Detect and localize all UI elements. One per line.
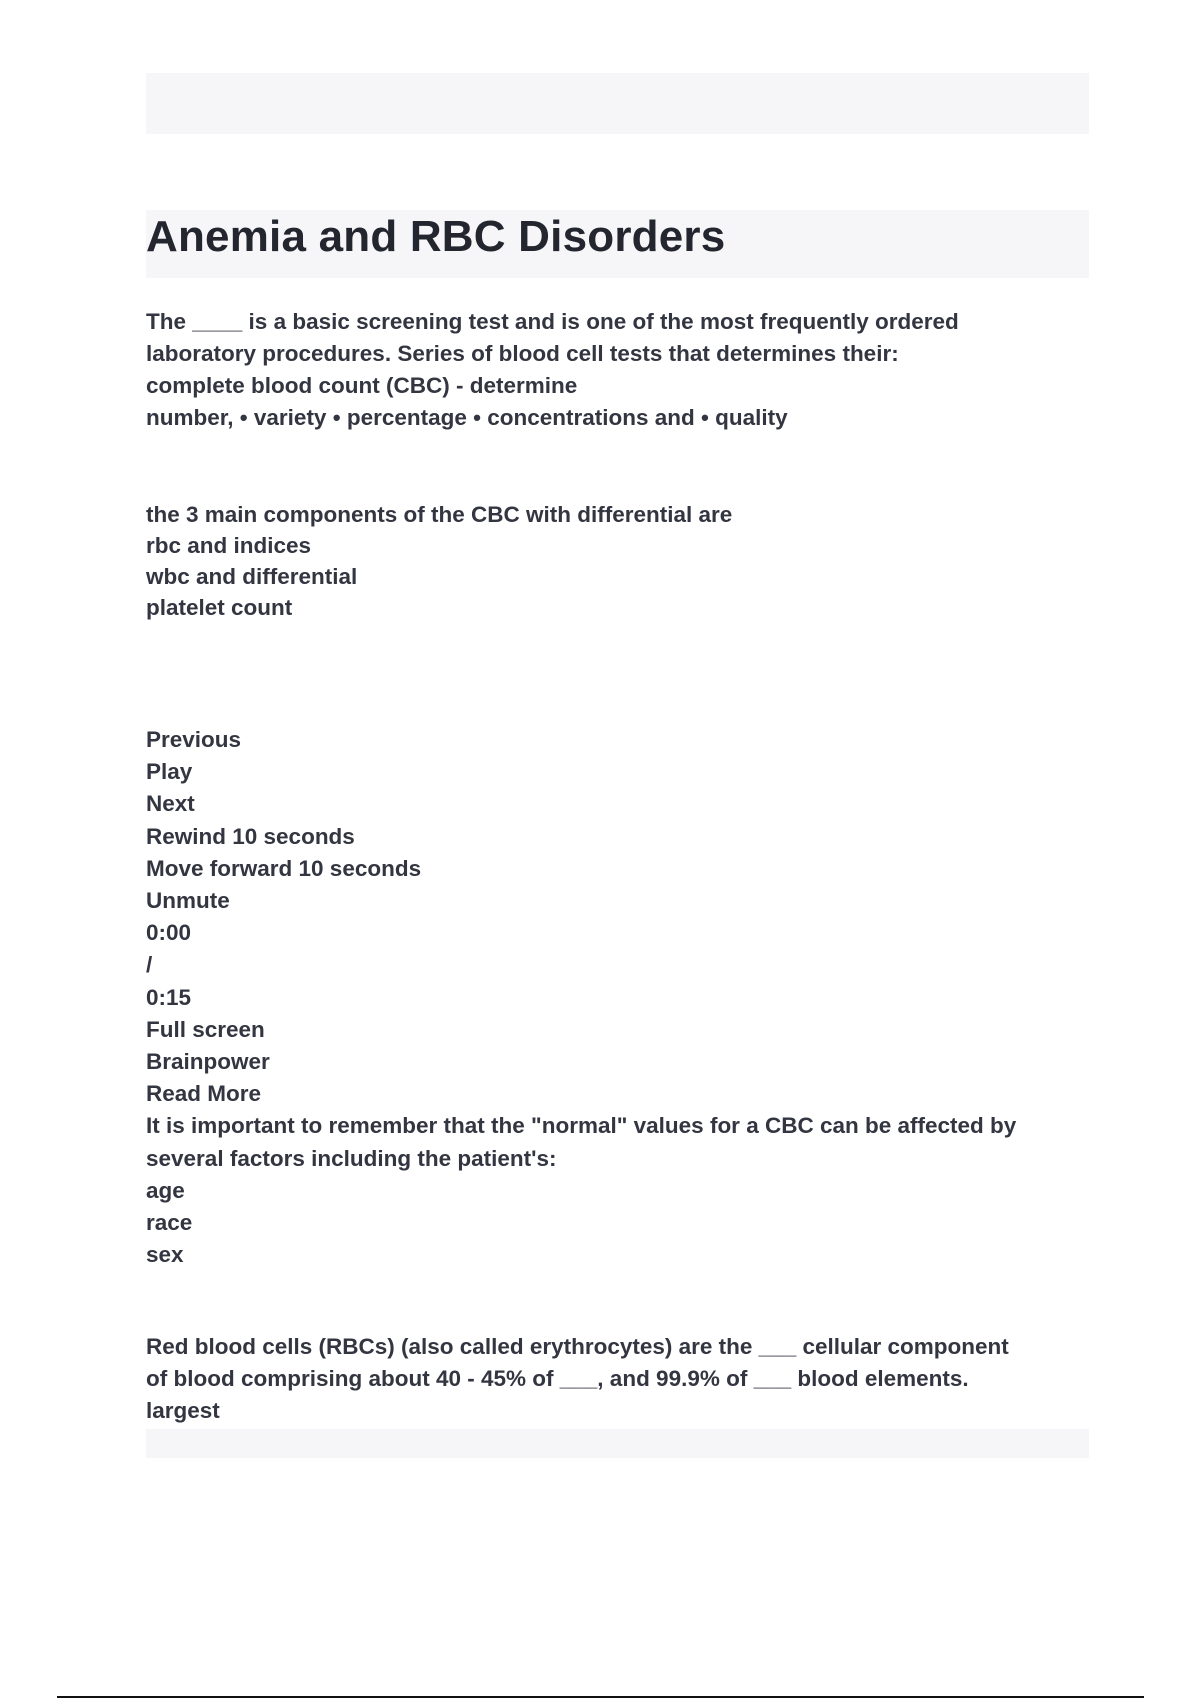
footer-divider (57, 1696, 1144, 1698)
current-time: 0:00 (146, 920, 192, 946)
next-button[interactable]: Next (146, 791, 195, 817)
forward-button[interactable]: Move forward 10 seconds (146, 855, 422, 881)
header-placeholder-band (146, 73, 1089, 134)
bottom-placeholder-band (146, 1429, 1089, 1458)
previous-button[interactable]: Previous (146, 727, 242, 752)
text-line: of blood comprising about 40 - 45% of ___, and 99.9% of ___ blood elements. (146, 1366, 969, 1391)
text-line: largest (146, 1398, 220, 1423)
rbc-question-block (146, 1331, 1096, 1427)
cbc-question-block (146, 306, 1096, 434)
text-line: It is important to remember that the "normal" values for a CBC can be affected by (146, 1113, 1017, 1139)
fullscreen-button[interactable]: Full screen (146, 1016, 265, 1042)
text-line: number, • variety • percentage • concentrations and • quality (146, 405, 788, 430)
time-separator: / (146, 952, 153, 978)
read-more-link[interactable]: Read More (146, 1081, 262, 1107)
text-line: rbc and indices (146, 533, 312, 558)
text-line: the 3 main components of the CBC with differential are (146, 502, 733, 527)
page-title: Anemia and RBC Disorders (146, 212, 726, 261)
media-player-text-block (146, 724, 1096, 1271)
rewind-button[interactable]: Rewind 10 seconds (146, 823, 355, 849)
text-line: Red blood cells (RBCs) (also called erythrocytes) are the ___ cellular component (146, 1334, 1009, 1359)
play-button[interactable]: Play (146, 759, 193, 785)
text-line: platelet count (146, 595, 293, 620)
text-line: The ____ is a basic screening test and is one of the most frequently ordered (146, 309, 959, 334)
brand-label: Brainpower (146, 1049, 270, 1075)
unmute-button[interactable]: Unmute (146, 888, 230, 914)
list-item: age (146, 1177, 185, 1203)
text-line: several factors including the patient's: (146, 1145, 557, 1171)
text-line: complete blood count (CBC) - determine (146, 373, 578, 398)
text-line: wbc and differential (146, 564, 358, 589)
list-item: sex (146, 1242, 184, 1268)
duration: 0:15 (146, 984, 192, 1010)
list-item: race (146, 1210, 193, 1236)
cbc-components-block (146, 499, 1096, 623)
text-line: laboratory procedures. Series of blood cell tests that determines their: (146, 341, 899, 366)
